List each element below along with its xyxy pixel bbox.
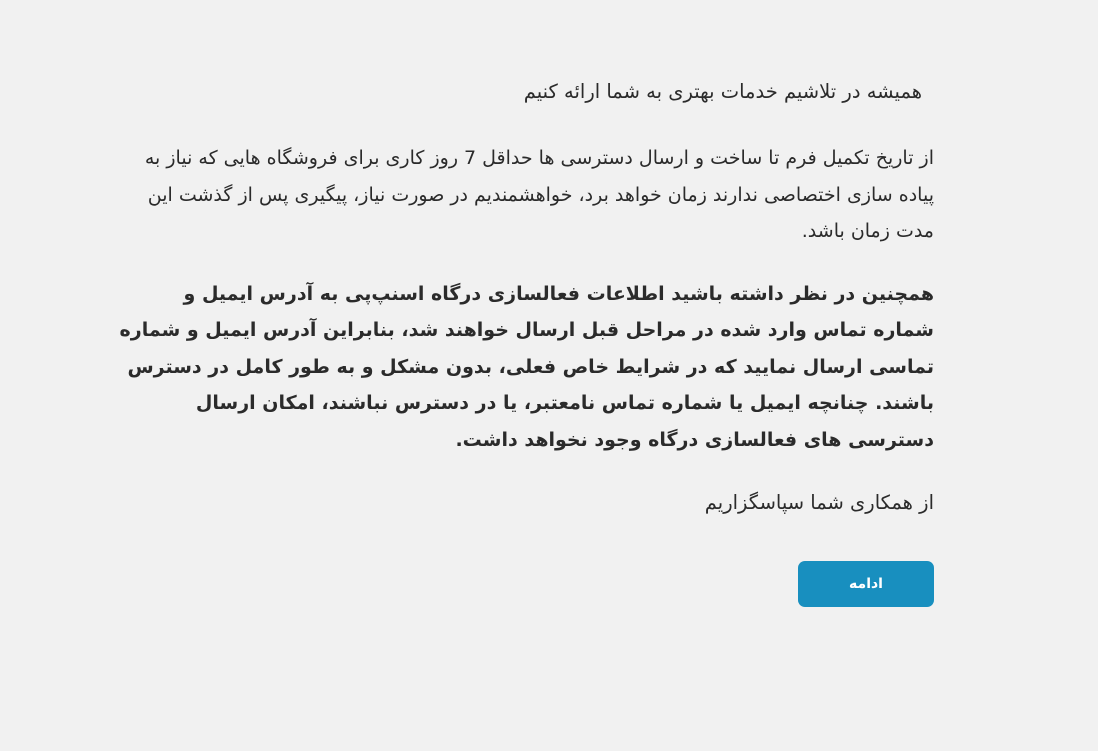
contact-info-notice-paragraph: همچنین در نظر داشته باشید اطلاعات فعالسازی درگاه اسنپ‌پی به آدرس ایمیل و شماره تماس وارد شده در مراحل قبل ارسال خواهند شد، بنابراین آدرس ایمیل و شماره تماسی ارسال نمایید که در شرایط خاص فعلی، بدون مشکل و به طور کامل در دسترس باشند. چنانچه ایمیل یا شماره تماس نامعتبر، یا در دسترس نباشند، امکان ارسال دسترسی های فعالسازی درگاه وجود نخواهد داشت.	[119, 282, 934, 451]
thanks-text: از همکاری شما سپاسگزاریم	[704, 491, 934, 514]
actions-row	[798, 561, 934, 607]
message-container	[118, 72, 934, 522]
continue-button[interactable]: ادامه	[798, 561, 934, 607]
headline: همیشه در تلاشیم خدمات بهتری به شما ارائه کنیم	[523, 80, 922, 103]
processing-time-paragraph: از تاریخ تکمیل فرم تا ساخت و ارسال دسترسی ها حداقل 7 روز کاری برای فروشگاه هایی که نیاز به پیاده سازی اختصاصی ندارند زمان خواهد برد، خواهشمندیم در صورت نیاز، پیگیری پس از گذشت این مدت زمان باشد.	[144, 147, 934, 242]
